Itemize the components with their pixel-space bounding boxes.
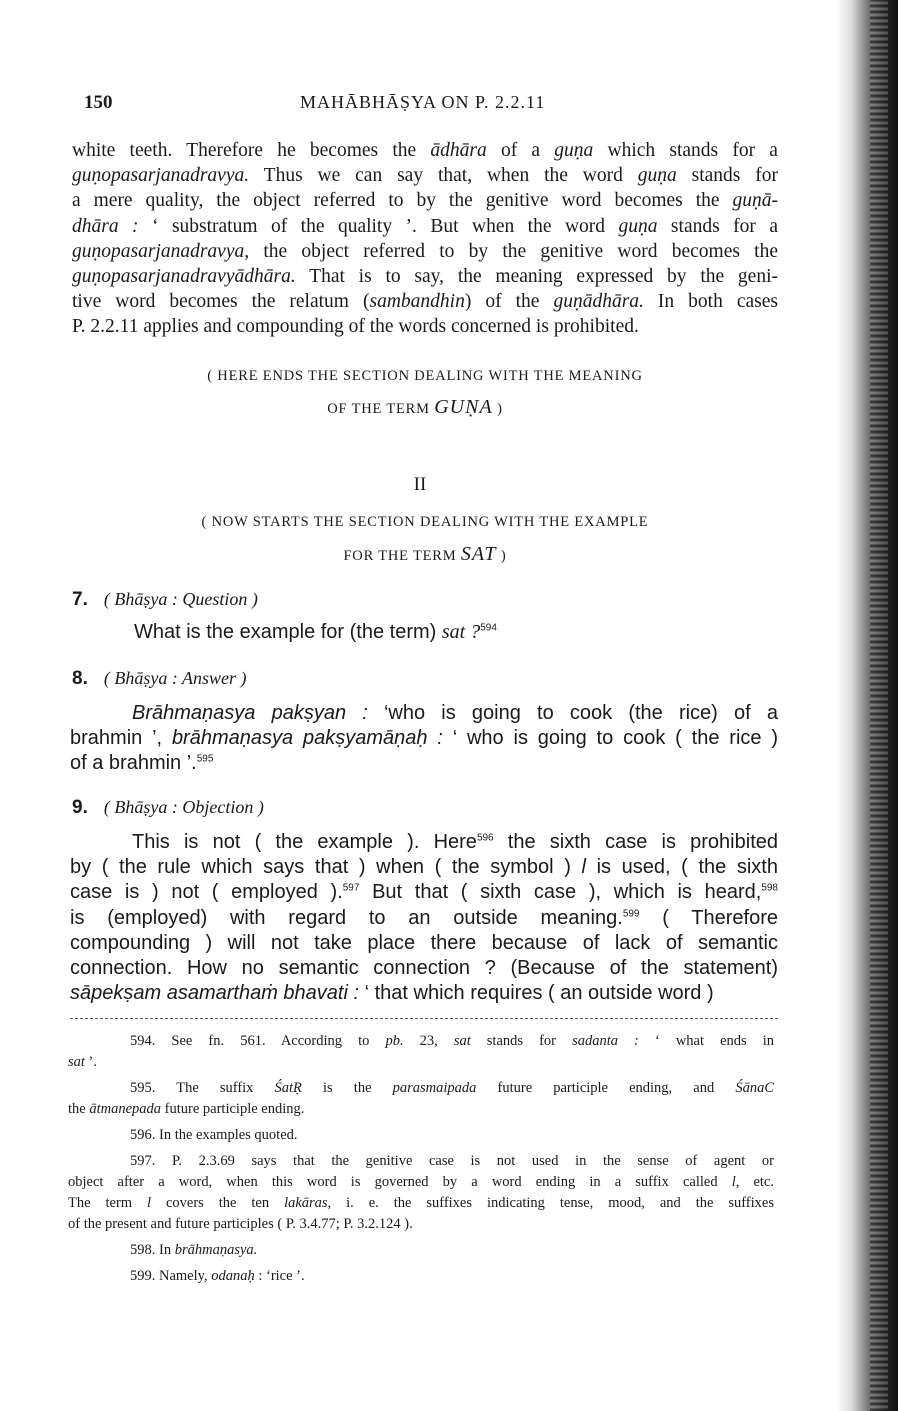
item-9-text: [70, 830, 778, 1006]
italic-term: guṇā-: [732, 190, 778, 212]
italic-term: parasmaipada: [392, 1080, 477, 1096]
footnote-ref: 598: [761, 882, 778, 894]
term-guna: GUṆA: [434, 396, 493, 418]
italic-term: ātmanepada: [89, 1101, 162, 1117]
italic-term: pb.: [385, 1033, 404, 1049]
item-7-text: What is the example for (the term) sat ?$^{594}$: [134, 621, 497, 643]
item-9-label: ( Bhāṣya : Objection ): [103, 797, 264, 817]
italic-term: l: [147, 1195, 152, 1211]
italic-term: sāpekṣam asamarthaṁ bhavati :: [70, 982, 360, 1005]
item-8-number: 8.: [72, 668, 88, 689]
footnote-598: [68, 1240, 774, 1261]
page-number: 150: [84, 92, 113, 113]
italic-term: guṇopasarjanadravya,: [72, 240, 250, 262]
section-numeral: II: [413, 474, 427, 495]
page-binding-texture: [870, 0, 888, 1411]
text-line: 594. See fn. 561. According to pb. 23, sat stands for sadanta : ‘ what ends in: [130, 1033, 775, 1049]
footnote-596: [68, 1125, 774, 1146]
text-line: case is ) not ( employed ).$^{597}$ But that ( sixth case ), which is heard,$^{598}$: [70, 881, 778, 904]
footnote-ref: 595: [196, 753, 214, 765]
section-start-line-2: FOR THE TERM SAT ): [343, 543, 507, 565]
section-end-line-2: OF THE TERM GUṆA ): [327, 396, 503, 418]
text-line: sāpekṣam asamarthaṁ bhavati : ‘ that which requires ( an outside word ): [70, 982, 714, 1005]
italic-term: sat: [453, 1033, 471, 1049]
body-paragraph-1: [72, 138, 778, 340]
section-end-line-1: ( HERE ENDS THE SECTION DEALING WITH THE MEANING: [207, 368, 643, 384]
italic-term: guṇopasarjanadravyādhāra.: [72, 266, 296, 288]
italic-term: lakāras: [284, 1195, 328, 1211]
text-line: of a brahmin ’.$^{595}$: [70, 752, 214, 775]
section-start-line-1: ( NOW STARTS THE SECTION DEALING WITH THE EXAMPLE: [201, 514, 649, 530]
text-line: white teeth. Therefore he becomes the ādhāra of a guṇa which stands for a: [72, 140, 778, 161]
item-7-heading: [72, 589, 778, 611]
italic-term: guṇopasarjanadravya.: [72, 165, 250, 187]
item-7-number: 7.: [72, 589, 88, 610]
item-8-label: ( Bhāṣya : Answer ): [103, 668, 247, 688]
italic-term: brāhmaṇasya pakṣyamāṇaḥ :: [171, 727, 443, 750]
page-binding-shadow: [836, 0, 898, 1411]
text-line: of the present and future participles ( P. 3.4.77; P. 3.2.124 ).: [68, 1216, 413, 1232]
italic-term: ŚānaC: [735, 1080, 774, 1096]
footnote-ref: 597: [342, 882, 360, 894]
text-line: P. 2.2.11 applies and compounding of the words concerned is prohibited.: [72, 316, 639, 338]
footnote-599: [68, 1266, 774, 1287]
text-line: The term l covers the ten lakāras, i. e. the suffixes indicating tense, mood, and the suffixes: [68, 1195, 774, 1211]
italic-term: sadanta :: [572, 1033, 639, 1049]
italic-term: ādhāra: [430, 140, 487, 161]
text-line: guṇopasarjanadravya, the object referred to by the genitive word becomes the: [72, 240, 778, 262]
italic-term: guṇa: [554, 140, 594, 161]
italic-term: l: [731, 1174, 736, 1190]
text-line: object after a word, when this word is governed by a word ending in a suffix called l, etc.: [68, 1174, 774, 1190]
italic-term: guṇādhāra.: [553, 291, 644, 313]
text-line: dhāra : ‘ substratum of the quality ’. But when the word guṇa stands for a: [72, 215, 778, 237]
text-line: 596. In the examples quoted.: [130, 1127, 298, 1143]
italic-term: odanaḥ: [211, 1268, 255, 1284]
item-8-text: [70, 701, 778, 777]
term-sat: SAT: [460, 543, 497, 565]
text-line: connection. How no semantic connection ? (Because of the statement): [70, 957, 778, 980]
item-7-label: ( Bhāṣya : Question ): [103, 589, 258, 609]
text-line: is (employed) with regard to an outside meaning.$^{599}$ ( Therefore: [70, 906, 779, 929]
text-line: the ātmanepada future participle ending.: [68, 1101, 305, 1117]
page-header: [72, 92, 777, 122]
footnote-rule: [70, 1018, 778, 1019]
footnote-594: [68, 1031, 774, 1073]
text-line: by ( the rule which says that ) when ( the symbol ) l is used, ( the sixth: [70, 856, 778, 879]
text-line: guṇopasarjanadravya. Thus we can say that, when the word guṇa stands for: [72, 165, 778, 187]
text-line: guṇopasarjanadravyādhāra. That is to say, the meaning expressed by the geni-: [72, 266, 778, 288]
text-line: tive word becomes the relatum (sambandhin) of the guṇādhāra. In both cases: [72, 291, 778, 313]
text-line: compounding ) will not take place there because of lack of semantic: [70, 931, 778, 954]
italic-term: Brāhmaṇasya pakṣyan :: [132, 702, 368, 724]
text-line: Brāhmaṇasya pakṣyan : ‘who is going to cook (the rice) of a: [132, 702, 778, 724]
italic-term: dhāra :: [72, 215, 139, 237]
footnote-597: [68, 1151, 774, 1235]
italic-term: l: [581, 856, 586, 879]
text-line: brahmin ’, brāhmaṇasya pakṣyamāṇaḥ : ‘ who is going to cook ( the rice ): [70, 727, 779, 750]
running-head: MAHĀBHĀṢYA ON P. 2.2.11: [300, 92, 546, 112]
item-9-number: 9.: [72, 797, 88, 818]
text-line: 598. In brāhmaṇasya.: [130, 1242, 258, 1258]
footnote-ref: 596: [476, 832, 494, 844]
italic-term: sambandhin: [369, 291, 465, 313]
italic-term: guṇa: [618, 215, 658, 237]
text-line: a mere quality, the object referred to by the genitive word becomes the guṇā-: [72, 190, 778, 212]
text-line: 597. P. 2.3.69 says that the genitive case is not used in the sense of agent or: [130, 1153, 774, 1169]
italic-term: ŚatṚ: [274, 1080, 302, 1096]
item-9-heading: [72, 797, 778, 819]
italic-term: guṇa: [637, 165, 677, 187]
item-8-heading: [72, 668, 778, 690]
footnote-595: [68, 1078, 774, 1120]
text-line: 595. The suffix ŚatṚ is the parasmaipada future participle ending, and ŚānaC: [130, 1080, 774, 1096]
text-line: This is not ( the example ). Here$^{596}$ the sixth case is prohibited: [132, 831, 778, 853]
italic-term: brāhmaṇasya.: [174, 1242, 258, 1258]
text-line: sat ’.: [68, 1054, 98, 1070]
footnote-ref: 599: [622, 907, 640, 919]
italic-term: sat: [68, 1054, 85, 1070]
footnote-ref-594: 594: [480, 622, 497, 634]
text-line: 599. Namely, odanaḥ : ‘rice ’.: [130, 1268, 305, 1284]
